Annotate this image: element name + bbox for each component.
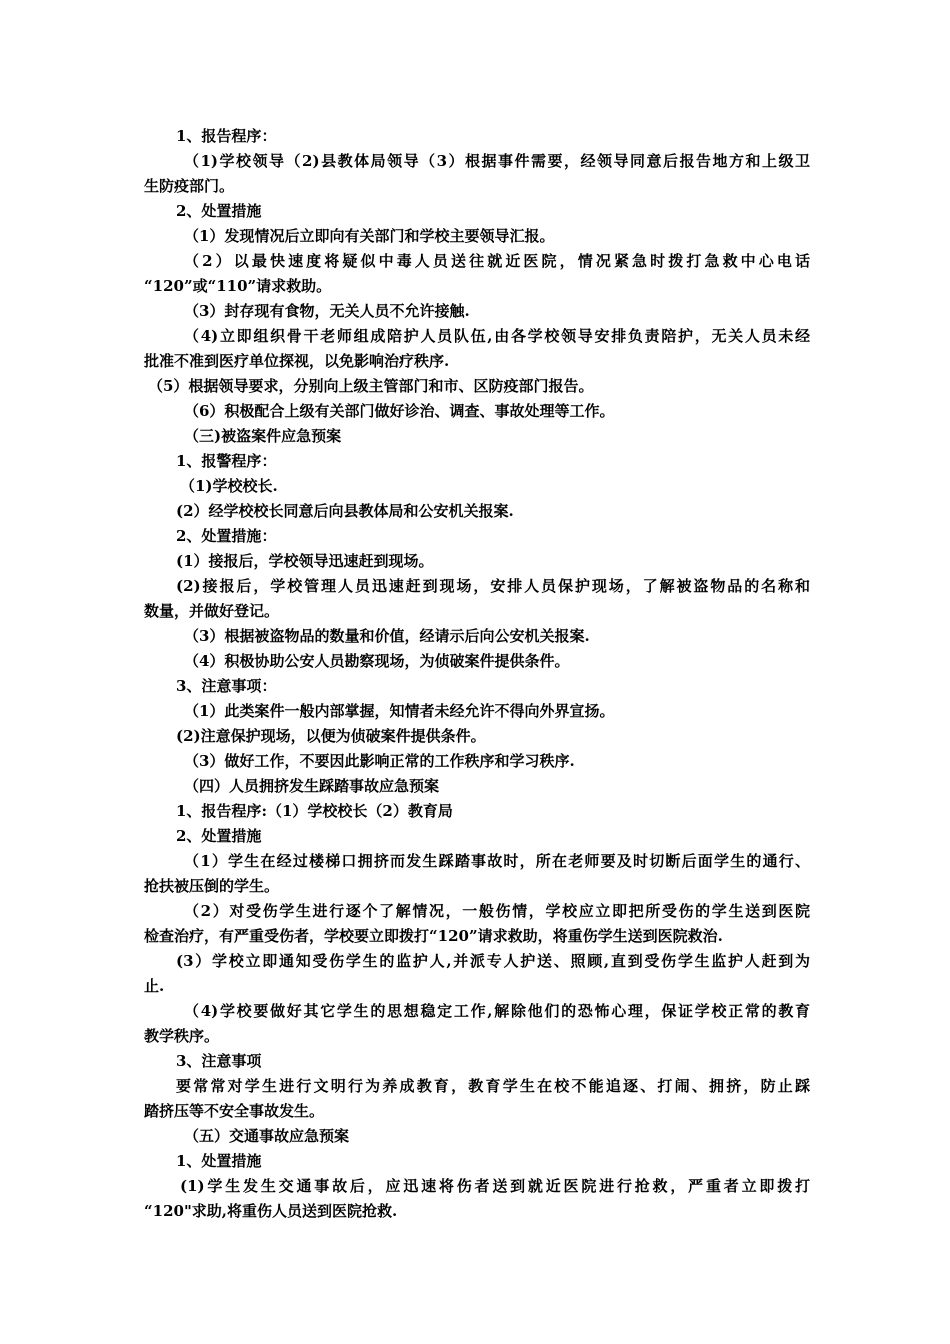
text-line: 1、报告程序:（1）学校校长（2）教育局 [176,802,453,820]
text-line: 1、报警程序： [176,452,277,470]
text-line: (1)学生发生交通事故后，应迅速将伤者送到就近医院进行抢救，严重者立即拨打 [180,1177,810,1195]
text-line: 1、报告程序： [176,127,277,145]
text-line: 2、处置措施 [176,202,262,220]
text-line: (2）经学校校长同意后向县教体局和公安机关报案. [176,502,514,520]
text-line: “120”或“110”请求救助。 [144,277,332,295]
document-body [144,124,810,1224]
text-line: 生防疫部门。 [144,177,235,195]
text-line: (1）接报后，学校领导迅速赶到现场。 [176,552,434,570]
text-line: （4)学校要做好其它学生的思想稳定工作,解除他们的恐怖心理，保证学校正常的教育 [184,1002,810,1020]
text-line: （6）积极配合上级有关部门做好诊治、调查、事故处理等工作。 [184,402,615,420]
text-line: 数量，并做好登记。 [144,602,280,620]
text-line: 止. [144,977,165,995]
text-line: (2)接报后，学校管理人员迅速赶到现场，安排人员保护现场，了解被盗物品的名称和 [176,577,810,595]
section-heading: （五）交通事故应急预案 [184,1127,350,1145]
text-line: (3）学校立即通知受伤学生的监护人,并派专人护送、照顾,直到受伤学生监护人赶到为 [176,952,810,970]
text-line: 抢扶被压倒的学生。 [144,877,280,895]
text-line: （2）对受伤学生进行逐个了解情况，一般伤情，学校应立即把所受伤的学生送到医院 [184,902,810,920]
text-line: 1、处置措施 [176,1152,262,1170]
text-line: （5）根据领导要求，分别向上级主管部门和市、区防疫部门报告。 [148,377,594,395]
text-line: （1）学生在经过楼梯口拥挤而发生踩踏事故时，所在老师要及时切断后面学生的通行、 [184,852,810,870]
section-heading: （四）人员拥挤发生踩踏事故应急预案 [184,777,440,795]
text-line: 检查治疗，有严重受伤者，学校要立即拨打“120”请求救助，将重伤学生送到医院救治. [144,927,723,945]
text-line: （2）以最快速度将疑似中毒人员送往就近医院，情况紧急时拨打急救中心电话 [184,252,810,270]
text-line: （1)学校领导（2)县教体局领导（3）根据事件需要，经领导同意后报告地方和上级卫 [184,152,810,170]
text-line: （3）封存现有食物，无关人员不允许接触. [184,302,470,320]
text-line: 踏挤压等不安全事故发生。 [144,1102,325,1120]
text-line: 要常常对学生进行文明行为养成教育，教育学生在校不能追逐、打闹、拥挤，防止踩 [176,1077,810,1095]
text-line: 3、注意事项 [176,1052,262,1070]
text-line: （4)立即组织骨干老师组成陪护人员队伍,由各学校领导安排负责陪护，无关人员未经 [184,327,810,345]
text-line: （4）积极协助公安人员勘察现场，为侦破案件提供条件。 [184,652,570,670]
text-line: (2)注意保护现场，以便为侦破案件提供条件。 [176,727,486,745]
section-heading: （三)被盗案件应急预案 [184,427,342,445]
text-line: （1)学校校长. [180,477,278,495]
text-line: （1）此类案件一般内部掌握，知情者未经允许不得向外界宣扬。 [184,702,615,720]
text-line: 教学秩序。 [144,1027,220,1045]
text-line: 2、处置措施： [176,527,277,545]
text-line: 3、注意事项： [176,677,277,695]
text-line: （3）根据被盗物品的数量和价值，经请示后向公安机关报案. [184,627,590,645]
text-line: （1）发现情况后立即向有关部门和学校主要领导汇报。 [184,227,555,245]
text-line: 2、处置措施 [176,827,262,845]
text-line: （3）做好工作，不要因此影响正常的工作秩序和学习秩序. [184,752,575,770]
text-line: “120"求助,将重伤人员送到医院抢救. [144,1202,398,1220]
text-line: 批准不准到医疗单位探视，以免影响治疗秩序. [144,352,450,370]
